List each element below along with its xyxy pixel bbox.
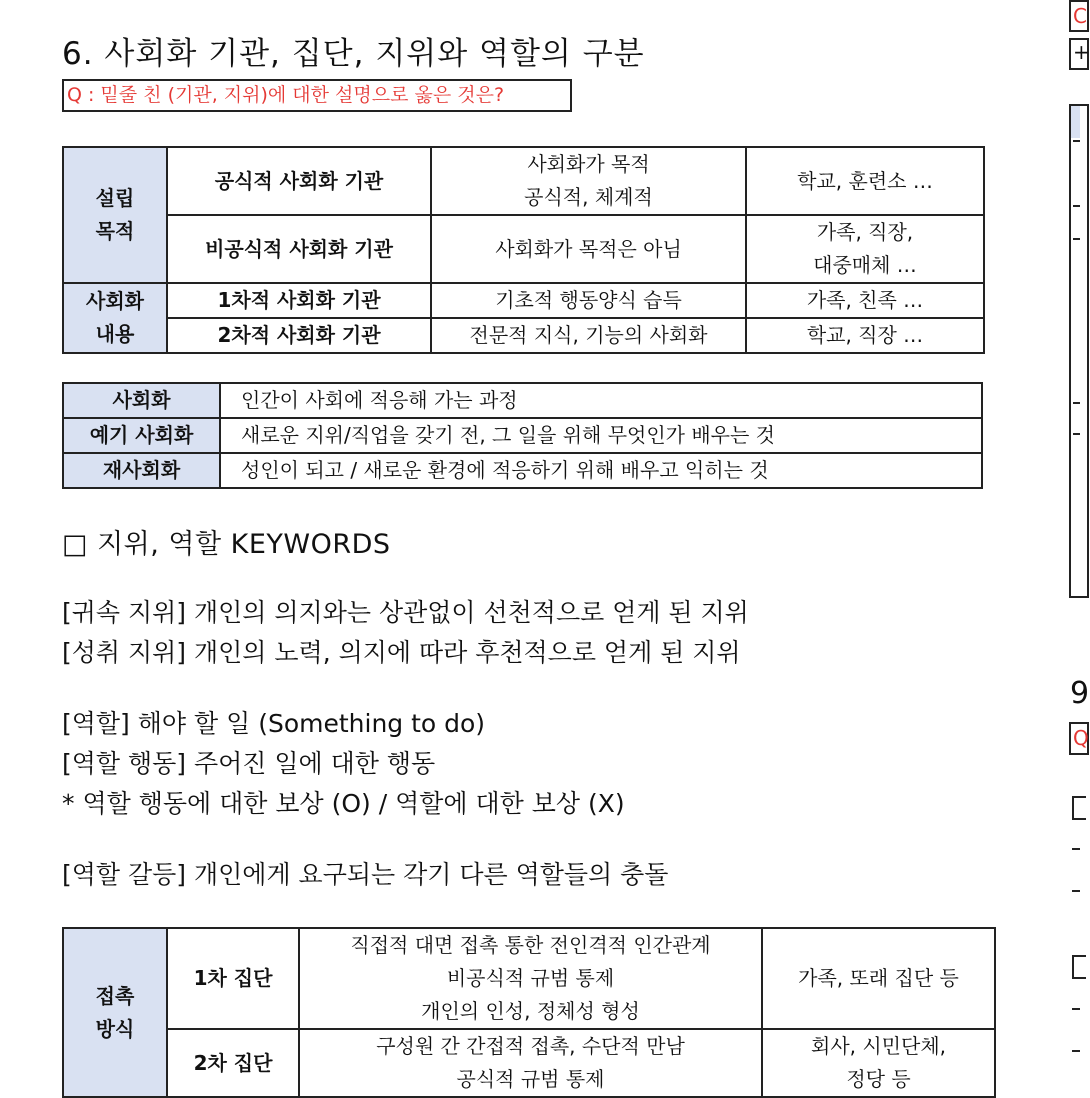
desc-line: 공식적 규범 통제 bbox=[456, 1067, 605, 1091]
right-page-row-line bbox=[1073, 433, 1080, 435]
content-header-cell bbox=[63, 283, 167, 353]
desc-line: 구성원 간 간접적 접촉, 수단적 만남 bbox=[376, 1034, 685, 1058]
example-line: 대중매체 … bbox=[813, 253, 917, 277]
example-line: 회사, 시민단체, bbox=[811, 1034, 946, 1058]
example-line: 가족, 직장, bbox=[816, 220, 914, 244]
desc-line: 개인의 인성, 정체성 형성 bbox=[421, 999, 640, 1023]
institution-desc bbox=[431, 215, 746, 283]
desc-line: 직접적 대면 접촉 통한 전인격적 인간관계 bbox=[350, 933, 711, 957]
institution-name: 2차적 사회화 기관 bbox=[167, 318, 431, 353]
institution-desc bbox=[431, 147, 746, 215]
contact-header-cell bbox=[63, 928, 167, 1097]
contact-header-line: 접촉 bbox=[95, 983, 135, 1008]
group-name: 2차 집단 bbox=[167, 1029, 299, 1097]
institution-desc: 기초적 행동양식 습득 bbox=[431, 283, 746, 318]
right-page-row-line bbox=[1073, 402, 1080, 404]
example-line: 학교, 훈련소 … bbox=[797, 168, 933, 193]
right-page-checkbox bbox=[1072, 955, 1086, 979]
example-line: 정당 등 bbox=[846, 1067, 911, 1091]
desc-line: 사회화가 목적은 아님 bbox=[495, 236, 682, 261]
social-groups-table bbox=[62, 927, 996, 1098]
desc-line: 사회화가 목적 bbox=[527, 152, 650, 176]
definition-term: 사회화 bbox=[63, 383, 220, 418]
right-page-question-letter: Q bbox=[1073, 726, 1089, 750]
keyword-role-note: * 역할 행동에 대한 보상 (O) / 역할에 대한 보상 (X) bbox=[62, 789, 625, 818]
definition-desc: 새로운 지위/직업을 갖기 전, 그 일을 위해 무엇인가 배우는 것 bbox=[220, 418, 982, 453]
definition-desc: 성인이 되고 / 새로운 환경에 적응하기 위해 배우고 익히는 것 bbox=[220, 453, 982, 488]
purpose-header-line: 목적 bbox=[95, 219, 135, 243]
institution-name: 비공식적 사회화 기관 bbox=[167, 215, 431, 283]
group-desc bbox=[299, 928, 762, 1029]
section-title: 6. 사회화 기관, 집단, 지위와 역할의 구분 bbox=[62, 36, 645, 72]
keyword-role-line: [역할 행동] 주어진 일에 대한 행동 bbox=[62, 749, 436, 778]
group-name: 1차 집단 bbox=[167, 928, 299, 1029]
right-page-checkbox bbox=[1072, 796, 1086, 820]
purpose-header-line: 설립 bbox=[95, 186, 135, 210]
right-page-top-letter: C bbox=[1073, 4, 1087, 28]
socialization-institutions-table bbox=[62, 146, 985, 354]
right-page-dash bbox=[1072, 890, 1080, 892]
right-page-dash bbox=[1072, 1008, 1080, 1010]
institution-example bbox=[746, 147, 984, 215]
keyword-role-line: [역할] 해야 할 일 (Something to do) bbox=[62, 709, 486, 738]
socialization-definitions-table bbox=[62, 382, 983, 489]
keyword-conflict-line: [역할 갈등] 개인에게 요구되는 각기 다른 역할들의 충돌 bbox=[62, 860, 669, 889]
question-box: Q : 밑줄 친 (기관, 지위)에 대한 설명으로 옳은 것은? bbox=[62, 79, 572, 112]
definition-term: 예기 사회화 bbox=[63, 418, 220, 453]
purpose-header-cell bbox=[63, 147, 167, 283]
definition-term: 재사회화 bbox=[63, 453, 220, 488]
keywords-heading: □ 지위, 역할 KEYWORDS bbox=[62, 529, 391, 560]
institution-desc: 전문적 지식, 기능의 사회화 bbox=[431, 318, 746, 353]
desc-line: 비공식적 규범 통제 bbox=[446, 966, 615, 990]
institution-name: 1차적 사회화 기관 bbox=[167, 283, 431, 318]
right-page-row-line bbox=[1073, 140, 1080, 142]
institution-example: 학교, 직장 … bbox=[746, 318, 984, 353]
group-example: 가족, 또래 집단 등 bbox=[762, 928, 995, 1029]
right-page-table-edge bbox=[1069, 104, 1089, 598]
institution-name: 공식적 사회화 기관 bbox=[167, 147, 431, 215]
institution-example: 가족, 친족 … bbox=[746, 283, 984, 318]
group-example bbox=[762, 1029, 995, 1097]
right-page-second-letter: + bbox=[1073, 40, 1090, 64]
desc-line: 공식적, 체계적 bbox=[524, 185, 653, 209]
right-page-dash bbox=[1072, 848, 1080, 850]
institution-example bbox=[746, 215, 984, 283]
right-page-row-line bbox=[1073, 205, 1080, 207]
contact-header-line: 방식 bbox=[95, 1016, 135, 1041]
right-page-header-fill bbox=[1071, 106, 1080, 138]
right-page-section-number: 9 bbox=[1070, 676, 1090, 711]
content-header-line: 사회화 bbox=[86, 289, 144, 313]
group-desc bbox=[299, 1029, 762, 1097]
right-page-dash bbox=[1072, 1050, 1080, 1052]
keyword-status-line: [성취 지위] 개인의 노력, 의지에 따라 후천적으로 얻게 된 지위 bbox=[62, 638, 741, 667]
keyword-status-line: [귀속 지위] 개인의 의지와는 상관없이 선천적으로 얻게 된 지위 bbox=[62, 598, 749, 627]
definition-desc: 인간이 사회에 적응해 가는 과정 bbox=[220, 383, 982, 418]
content-header-line: 내용 bbox=[95, 322, 135, 346]
right-page-row-line bbox=[1073, 238, 1080, 240]
